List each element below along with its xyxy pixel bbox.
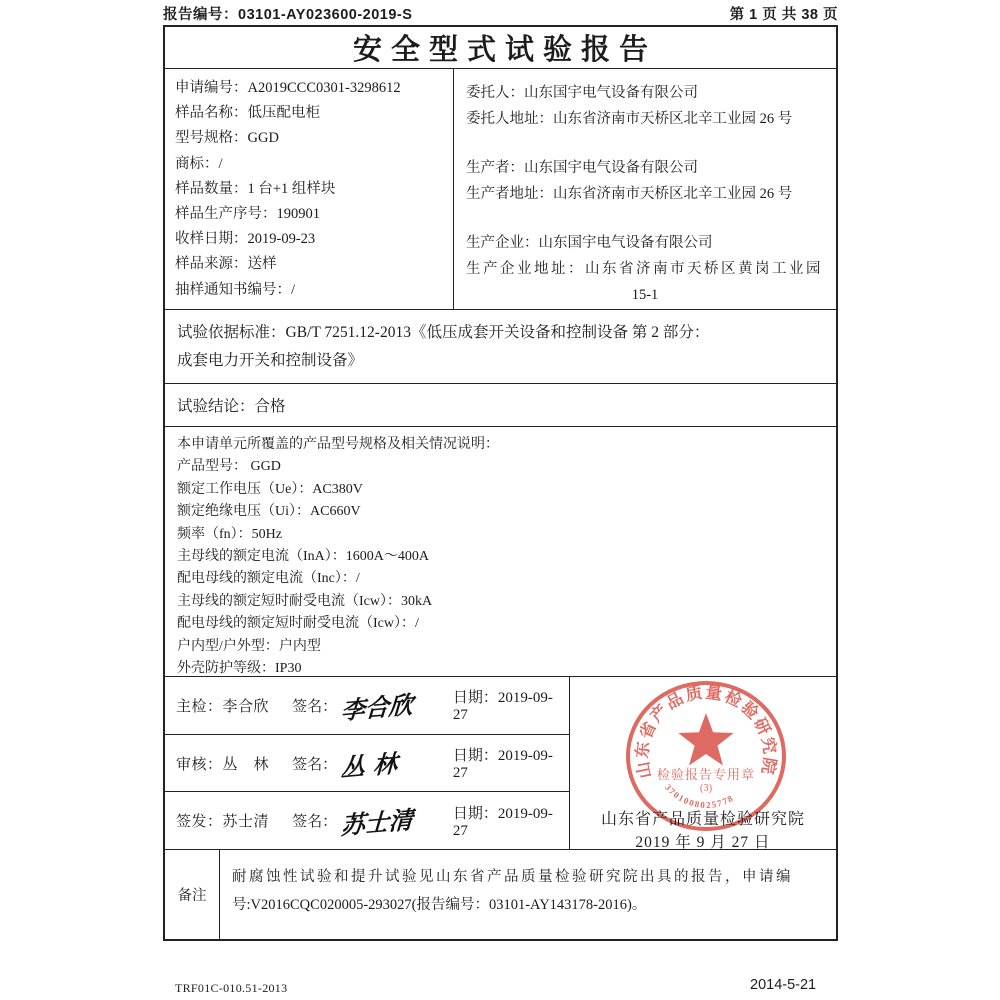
seal-code-text: 3701008025778 [662,782,736,811]
signature-field [292,746,453,781]
spec-indoor-outdoor: 户内型/户外型：户内型 [177,638,321,654]
signer-role: 审核： [176,756,223,773]
sample-source: 样品来源：送样 [175,256,277,273]
sign-label: 签名： [292,756,338,773]
product-spec-section [165,426,836,676]
sign-label: 签名： [292,814,338,831]
spec-frequency: 频率（fn）：50Hz [177,526,282,542]
signature-field [292,803,453,841]
page-header [163,3,838,24]
page-indicator: 第 1 页 共 38 页 [729,7,838,23]
date-value: 2019-09-27 [452,690,553,724]
report-title: 安全型式试验报告 [352,34,657,66]
report-number [163,3,412,24]
test-conclusion: 试验结论：合格 [165,383,836,426]
spec-dist-bus-current: 配电母线的额定电流（Inc）：/ [177,571,360,587]
test-standard-line1: 试验依据标准：GB/T 7251.12-2013《低压成套开关设备和控制设备 第 2 部分： [177,324,710,341]
sample-info-section [165,68,836,309]
seal-star-icon [678,713,733,766]
sample-info-right [454,69,836,309]
seal-number-text: (3) [699,783,713,794]
notes-line2: 号:V2016CQC020005-293027(报告编号：03101-AY143178-2016)。 [232,897,647,913]
date-label: 日期： [452,748,498,764]
test-standard-line2: 成套电力开关和控制设备》 [177,352,364,369]
client-address: 委托人地址：山东省济南市天桥区北辛工业园 26 号 [466,111,793,127]
spec-product-model: 产品型号： GGD [177,459,281,475]
form-code: TRF01C-010.51-2013 [175,981,288,995]
signer-role-name [176,695,292,716]
issuing-organization: 山东省产品质量检验研究院 [600,811,805,828]
date-label: 日期： [452,805,498,822]
date-value: 2019-09-27 [452,805,553,839]
producer-address: 生产者地址：山东省济南市天桥区北辛工业园 26 号 [466,186,793,202]
signer-role: 签发： [176,814,223,831]
signature-row-issuer [165,791,569,849]
seal-purpose-text: 检验报告专用章 [656,767,756,782]
signature-rows [165,677,570,849]
report-document [163,25,838,941]
signature-date [453,744,558,782]
notes-label: 备注 [165,850,220,939]
client-name: 委托人：山东国宇电气设备有限公司 [466,85,698,101]
application-no: 申请编号：A2019CCC0301-3298612 [175,80,401,96]
manufacturer-address-cont: 15-1 [631,287,659,303]
manufacturer-group [466,230,824,308]
client-group [466,80,824,132]
spec-rated-voltage: 额定工作电压（Ue）：AC380V [177,481,363,497]
signature-row-chief [165,677,569,734]
handwritten-signature: 丛 林 [340,748,398,783]
producer-name: 生产者：山东国宇电气设备有限公司 [466,160,698,176]
issue-date: 2019 年 9 月 27 日 [635,834,771,851]
spec-main-bus-current: 主母线的额定电流（InA）：1600A～400A [177,549,429,565]
signer-role-name [176,810,292,831]
signature-row-reviewer [165,734,569,792]
report-number-value: 03101-AY023600-2019-S [238,7,413,23]
signature-section [165,676,836,849]
report-number-label: 报告编号： [163,7,238,23]
spec-insulation-voltage: 额定绝缘电压（Ui）：AC660V [177,504,361,520]
signer-role: 主检： [176,698,223,715]
test-standard-section [165,309,836,383]
sign-label: 签名： [292,698,338,715]
seal-arc-text: 山东省产品质量检验研究院 [632,682,780,781]
handwritten-signature: 苏士清 [340,805,414,841]
signer-role-name [176,753,292,774]
sample-name: 样品名称：低压配电柜 [175,105,320,122]
signature-field [292,688,453,726]
sample-quantity: 样品数量：1 台+1 组样块 [175,180,336,197]
manufacturer-address: 生产企业地址：山东省济南市天桥区黄岗工业园 [466,261,823,277]
notes-line1: 耐腐蚀性试验和提升试验见山东省产品质量检验研究院出具的报告，申请编 [232,869,793,885]
receipt-date: 收样日期：2019-09-23 [175,231,316,248]
spec-intro: 本申请单元所覆盖的产品型号规格及相关情况说明： [177,437,499,452]
date-label: 日期： [452,690,498,707]
sample-info-left [165,69,454,309]
signer-name: 丛 林 [222,756,270,773]
spec-ip-rating: 外壳防护等级：IP30 [177,661,302,677]
model-spec: 型号规格：GGD [175,130,279,147]
spec-main-bus-icw: 主母线的额定短时耐受电流（Icw）：30kA [177,593,433,609]
manufacturer-name: 生产企业：山东国宇电气设备有限公司 [466,235,713,251]
notes-text [220,850,836,939]
form-date: 2014-5-21 [750,977,817,993]
sample-serial: 样品生产序号：190901 [175,206,320,223]
signer-name: 李合欣 [222,698,270,715]
sampling-notice-no: 抽样通知书编号：/ [175,281,296,298]
date-value: 2019-09-27 [452,748,553,781]
producer-group [466,155,824,207]
signature-date [453,686,558,724]
spec-dist-bus-icw: 配电母线的额定短时耐受电流（Icw）：/ [177,616,419,632]
signature-date [453,802,558,840]
trademark: 商标：/ [175,155,223,172]
notes-section [165,849,836,939]
stamp-cell [570,677,836,849]
handwritten-signature: 李合欣 [340,690,414,726]
signer-name: 苏士清 [222,814,270,831]
